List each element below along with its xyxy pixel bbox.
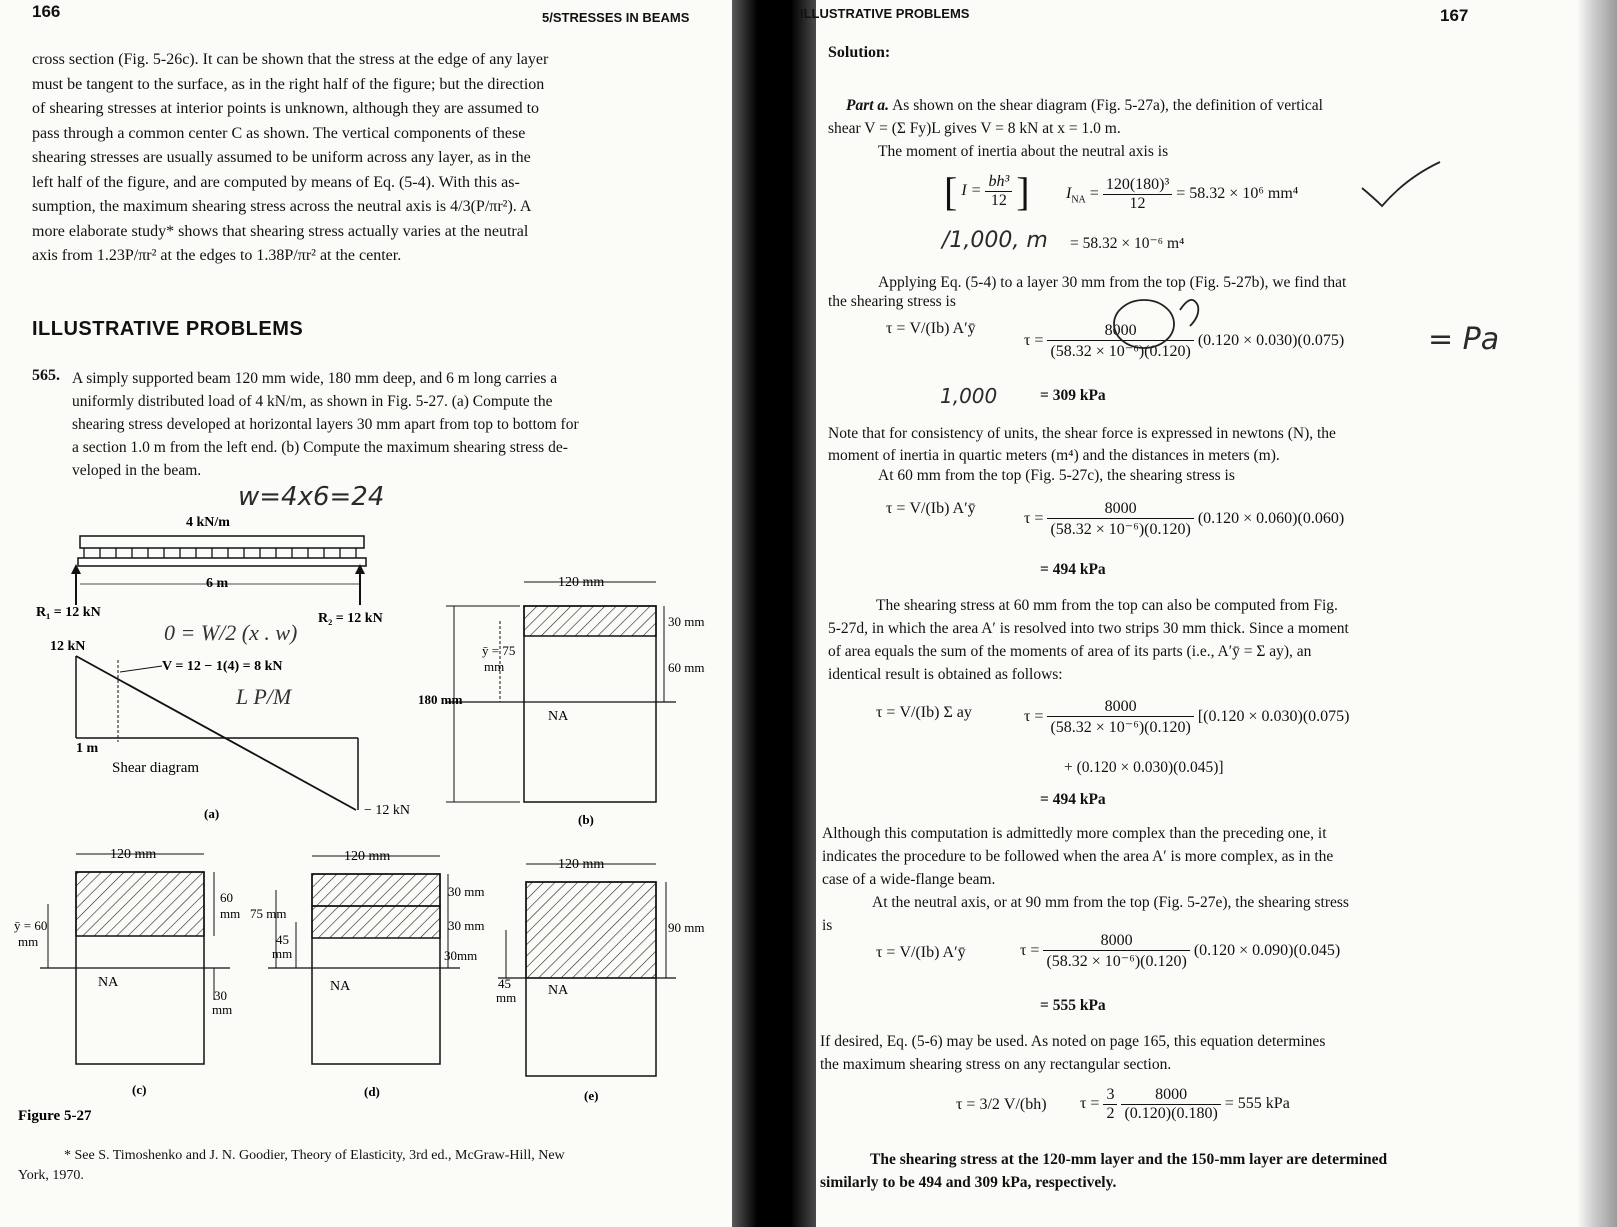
- part-a-text: As shown on the shear diagram (Fig. 5-27a), the definition of vertical: [892, 97, 1323, 114]
- solution-label: Solution:: [828, 44, 891, 61]
- intro-line: sumption, the maximum shearing stress across the neutral axis is 4/3(P/πr²). A: [32, 198, 532, 215]
- figure-5-27: [0, 500, 740, 1140]
- also-paragraph: The shearing stress at 60 mm from the top can also be computed from Fig. 5-27d, in which the area A′ is resolved into two strips 30 mm thick. Since a moment of area equals the sum of the moments of area of its parts (i.e., A′ȳ = Σ ay), an identical result is obtained as follows:: [828, 597, 1349, 683]
- intro-line: left half of the figure, and are computed by means of Eq. (5-4). With this as-: [32, 173, 520, 191]
- book-gutter: [732, 0, 816, 1227]
- c-na-label: NA: [98, 975, 119, 990]
- eq1-result-m4: = 58.32 × 10⁻⁶ m⁴: [1070, 235, 1185, 252]
- eq4-frac: $\frac{8000}{\text{(58.32 × 10⁻⁶)(0.120)}}$: [1047, 698, 1193, 737]
- d-30a-label: 30 mm: [448, 884, 485, 899]
- c-ybar-unit: mm: [18, 934, 39, 949]
- eq1-formula-frac: $\frac{\text{bh³}}{12}$: [985, 173, 1012, 210]
- eq2-calc: τ = $\frac{8000}{\text{(58.32 × 10⁻⁶)(0.120)}}$ (0.120 × 0.030)(0.075): [1024, 322, 1345, 360]
- footnote-line-1: * See S. Timoshenko and J. N. Goodier, Theory of Elasticity, 3rd ed., McGraw-Hill, New: [64, 1148, 565, 1163]
- handwritten-w-note: w=4x6=24: [238, 482, 385, 512]
- c-60-label: 60: [220, 890, 233, 905]
- e-na-label: NA: [548, 983, 569, 998]
- b-60mm-label: 60 mm: [668, 660, 705, 675]
- load-arrows: [84, 548, 356, 558]
- right-page-number: 167: [1440, 6, 1469, 25]
- distributed-load-box: [80, 536, 364, 548]
- intro-line: pass through a common center C as shown. The vertical components of these: [32, 124, 526, 142]
- intro-line: shearing stresses are usually assumed to be uniform across any layer, as in the: [32, 149, 531, 166]
- handwritten-pa-note: = Pa: [1428, 322, 1500, 357]
- right-running-head: ILLUSTRATIVE PROBLEMS: [800, 6, 970, 21]
- eq6-frac: $\frac{8000}{(0.120)(0.180)}$: [1121, 1086, 1220, 1123]
- r2-label: R₂ = 12 kN: [318, 611, 383, 626]
- eq4-continuation: + (0.120 × 0.030)(0.045)]: [1064, 759, 1224, 776]
- intro-line: axis from 1.23P/πr² at the edges to 1.38P/πr² at the center.: [32, 247, 402, 264]
- eq2-formula: τ = V/(Ib) A′ȳ: [886, 320, 976, 337]
- beam-body: [78, 558, 366, 566]
- caption-b: (b): [578, 812, 594, 827]
- shear-diagram: [76, 656, 358, 810]
- eq1-formula: [ I = $\frac{\text{bh³}}{12}$ ]: [944, 169, 1030, 214]
- e-45-label: 45: [498, 976, 511, 991]
- caption-a: (a): [204, 806, 220, 821]
- eq2-frac: $\frac{8000}{\text{(58.32 × 10⁻⁶)(0.120)}}$: [1047, 322, 1193, 361]
- although-paragraph: Although this computation is admittedly more complex than the preceding one, it indicates the procedure to be followed when the area A′ is more complex, as in the case of a wide-flange beam. At the neutral axis, or at 90 mm from the top (Fig. 5-27e), the shearing stress is: [822, 825, 1349, 934]
- caption-e: (e): [584, 1088, 599, 1103]
- caption-c: (c): [132, 1082, 147, 1097]
- shear-12kN-label: 12 kN: [50, 639, 86, 654]
- b-180mm-label: 180 mm: [418, 692, 463, 707]
- part-a-line-1: [846, 94, 1323, 118]
- eq6-coef: $\frac{3}{2}$: [1103, 1086, 1117, 1123]
- section-b: [446, 582, 676, 802]
- applying-line-1: Applying Eq. (5-4) to a layer 30 mm from the top (Fig. 5-27b), we find that: [878, 274, 1347, 291]
- handwritten-equilibrium: 0 = W/2 (x . w): [164, 620, 298, 645]
- problem-line: veloped in the beam.: [72, 462, 202, 479]
- footnote-line-2: York, 1970.: [18, 1168, 84, 1183]
- shear-diagram-label: Shear diagram: [112, 760, 200, 776]
- e-90-label: 90 mm: [668, 920, 705, 935]
- last-paragraph: The shearing stress at the 120-mm layer and the 150-mm layer are determined similarly to be 494 and 309 kPa, respectively.: [820, 1151, 1388, 1191]
- eq6-formula: τ = 3/2 V/(bh): [956, 1096, 1047, 1113]
- eq2-result: = 309 kPa: [1040, 387, 1106, 404]
- eq5-frac: $\frac{8000}{\text{(58.32 × 10⁻⁶)(0.120)}}$: [1043, 932, 1189, 971]
- eq4-formula: τ = V/(Ib) Σ ay: [876, 704, 972, 721]
- e-width-label: 120 mm: [558, 857, 605, 872]
- problem-statement: [72, 367, 722, 482]
- handwritten-circle-icon: [1110, 292, 1210, 352]
- intro-line: more elaborate study* shows that shearing stress actually varies at the neutral: [32, 222, 529, 240]
- left-page-number: 166: [32, 2, 61, 21]
- eq5-result: = 555 kPa: [1040, 997, 1106, 1014]
- left-running-head: 5/STRESSES IN BEAMS: [542, 10, 690, 25]
- checkmark-icon: [1356, 158, 1446, 218]
- d-30b-label: 30 mm: [448, 918, 485, 933]
- intro-line: must be tangent to the surface, as in the right half of the figure; but the direction: [32, 75, 545, 93]
- problem-line: A simply supported beam 120 mm wide, 180 mm deep, and 6 m long carries a: [72, 370, 558, 387]
- eq5-formula: τ = V/(Ib) A′ȳ: [876, 944, 966, 961]
- one-m-label: 1 m: [76, 741, 99, 756]
- b-30mm-label: 30 mm: [668, 614, 705, 629]
- shear-minus12-label: − 12 kN: [364, 803, 411, 818]
- beam-load-diagram: [71, 536, 366, 605]
- eq3-result: = 494 kPa: [1040, 561, 1106, 578]
- part-a-label: Part a.: [846, 97, 890, 114]
- d-45-unit: mm: [272, 946, 293, 961]
- handwritten-1000-note-b: 1,000: [940, 384, 998, 408]
- figure-label: Figure 5-27: [18, 1108, 92, 1124]
- eq4-result: = 494 kPa: [1040, 791, 1106, 808]
- shear-v-label: V = 12 − 1(4) = 8 kN: [162, 659, 283, 674]
- r1-label: R₁ = 12 kN: [36, 605, 101, 620]
- eq1-calc: $I_{NA}$ = $\frac{\text{120(180)³}}{12}$ = 58.32 × 10⁶ mm⁴: [1066, 176, 1299, 212]
- handwritten-1000-note: /1,000, m: [942, 228, 1048, 253]
- eq3-calc: τ = $\frac{8000}{\text{(58.32 × 10⁻⁶)(0.120)}}$ (0.120 × 0.060)(0.060): [1024, 500, 1345, 538]
- eq1-frac: $\frac{\text{120(180)³}}{12}$: [1103, 176, 1172, 213]
- section-d: [268, 856, 460, 1064]
- intro-line: cross section (Fig. 5-26c). It can be shown that the stress at the edge of any layer: [32, 51, 549, 68]
- c-60-unit: mm: [220, 906, 241, 921]
- eq3-frac: $\frac{8000}{\text{(58.32 × 10⁻⁶)(0.120)}}$: [1047, 500, 1193, 539]
- eq4-calc: τ = $\frac{8000}{\text{(58.32 × 10⁻⁶)(0.120)}}$ [(0.120 × 0.030)(0.075): [1024, 698, 1350, 736]
- caption-d: (d): [364, 1084, 380, 1099]
- intro-line: of shearing stresses at interior points is unknown, although they are assumed to: [32, 100, 540, 117]
- span-label: 6 m: [206, 576, 229, 591]
- section-heading: ILLUSTRATIVE PROBLEMS: [32, 318, 304, 340]
- c-width-label: 120 mm: [110, 847, 157, 862]
- d-na-label: NA: [330, 979, 351, 994]
- d-45-label: 45: [276, 932, 289, 947]
- moi-line: The moment of inertia about the neutral axis is: [878, 143, 1169, 160]
- b-width-label: 120 mm: [558, 575, 605, 590]
- b-ybar-unit: mm: [484, 659, 505, 674]
- eq6-calc: τ = $\frac{3}{2}$ $\frac{8000}{(0.120)(0.180)}$ = 555 kPa: [1080, 1086, 1290, 1122]
- section-e: [498, 864, 676, 1076]
- ifdesired-paragraph: If desired, Eq. (5-6) may be used. As noted on page 165, this equation determines the maximum shearing stress on any rectangular section.: [820, 1033, 1326, 1073]
- e-45-unit: mm: [496, 990, 517, 1005]
- problem-line: shearing stress developed at horizontal layers 30 mm apart from top to bottom for: [72, 416, 579, 433]
- problem-line: uniformly distributed load of 4 kN/m, as shown in Fig. 5-27. (a) Compute the: [72, 393, 553, 410]
- eq3-formula: τ = V/(Ib) A′ȳ: [886, 500, 976, 517]
- b-na-label: NA: [548, 709, 569, 724]
- handwritten-lpm: L P/M: [236, 684, 292, 709]
- d-75-label: 75 mm: [250, 906, 287, 921]
- problem-line: a section 1.0 m from the left end. (b) Compute the maximum shearing stress de-: [72, 439, 568, 456]
- eq5-calc: τ = $\frac{8000}{\text{(58.32 × 10⁻⁶)(0.120)}}$ (0.120 × 0.090)(0.045): [1020, 932, 1341, 970]
- note-paragraph: Note that for consistency of units, the shear force is expressed in newtons (N), the moment of inertia in quartic meters (m⁴) and the distances in meters (m).: [828, 425, 1336, 464]
- problem-number: 565.: [32, 367, 60, 384]
- at60-line: At 60 mm from the top (Fig. 5-27c), the shearing stress is: [878, 467, 1235, 484]
- applying-line-2: the shearing stress is: [828, 293, 956, 310]
- load-label: 4 kN/m: [186, 515, 230, 530]
- left-intro-paragraph: [32, 48, 722, 269]
- c-30-label: 30: [214, 988, 227, 1003]
- b-ybar-label: ȳ = 75: [482, 643, 516, 658]
- c-ybar-label: ȳ = 60: [14, 918, 48, 933]
- d-30c-label: 30mm: [444, 948, 478, 963]
- c-30-unit: mm: [212, 1002, 233, 1017]
- part-a-line-2: shear V = (Σ Fy)L gives V = 8 kN at x = 1.0 m.: [828, 120, 1121, 137]
- d-width-label: 120 mm: [344, 849, 391, 864]
- page-edge-shadow: [1577, 0, 1617, 1227]
